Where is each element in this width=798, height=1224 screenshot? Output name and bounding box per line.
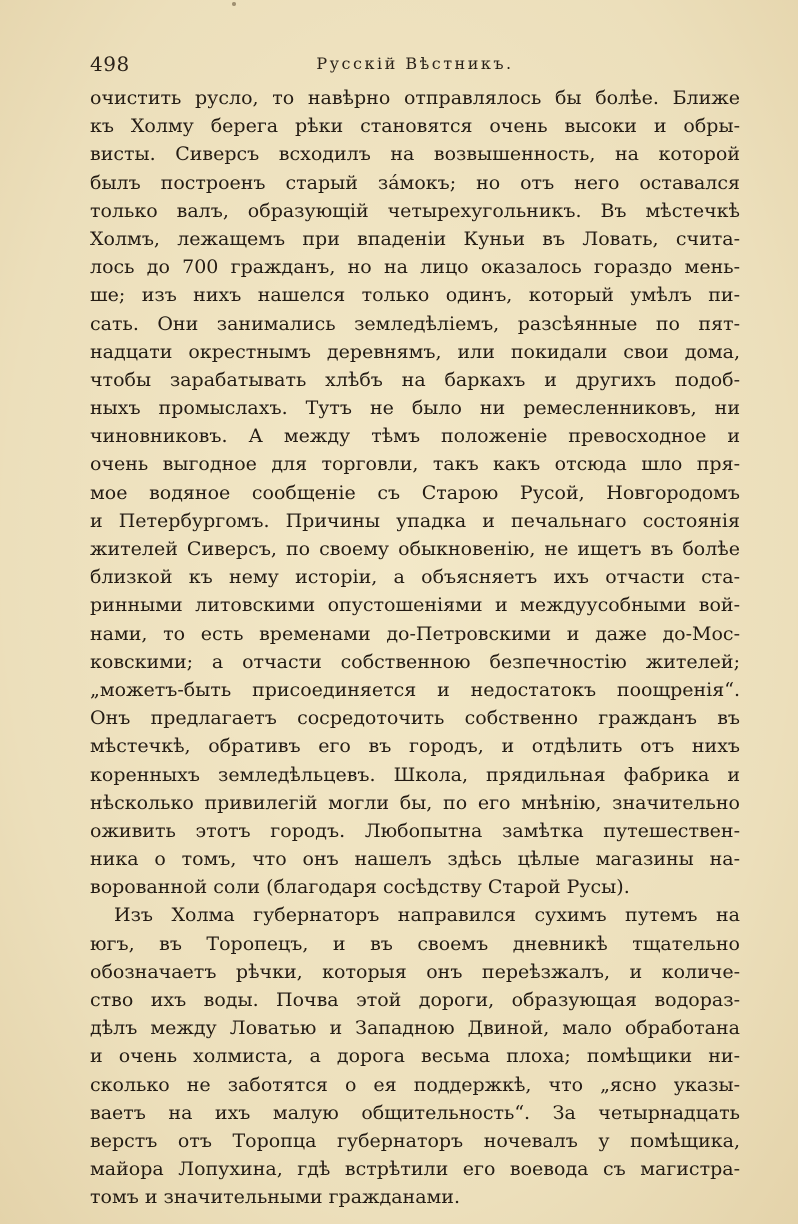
ink-spot — [232, 2, 236, 6]
text-line: лось до 700 гражданъ, но на лицо оказалось гораздо мень- — [90, 256, 740, 279]
paragraph — [90, 901, 740, 1211]
text-line: висты. Сиверсъ всходилъ на возвышенность, на которой — [90, 143, 740, 166]
text-line: мѣстечкѣ, обративъ его въ городъ, и отдѣлить отъ нихъ — [90, 735, 740, 758]
text-line: нѣсколько привилегій могли бы, по его мнѣнію, значительно — [90, 791, 740, 814]
text-line: Онъ предлагаетъ сосредоточить собственно гражданъ въ — [90, 707, 740, 730]
text-line: коренныхъ земледѣльцевъ. Школа, прядильная фабрика и — [90, 763, 740, 786]
text-line: сать. Они занимались земледѣліемъ, разсѣянные по пят- — [90, 312, 740, 335]
text-line: Холмъ, лежащемъ при впаденіи Куньи въ Ловать, счита- — [90, 227, 740, 250]
text-line: майора Лопухина, гдѣ встрѣтили его воевода съ магистра- — [90, 1158, 740, 1181]
text-line: ше; изъ нихъ нашелся только одинъ, который умѣлъ пи- — [90, 284, 740, 307]
text-line: Изъ Холма губернаторъ направился сухимъ путемъ на — [114, 904, 740, 927]
text-line: нами, то есть временами до-Петровскими и даже до-Мос- — [90, 622, 740, 645]
text-line: чтобы зарабатывать хлѣбъ на баркахъ и другихъ подоб- — [90, 368, 740, 391]
text-line: ника о томъ, что онъ нашелъ здѣсь цѣлые магазины на- — [90, 848, 740, 871]
text-line: ство ихъ воды. Почва этой дороги, образующая водораз- — [90, 989, 740, 1011]
text-line: ворованной соли (благодаря сосѣдству Старой Русы). — [90, 876, 630, 899]
text-line: къ Холму берега рѣки становятся очень высоки и обры- — [90, 115, 740, 138]
text-line: очень выгодное для торговли, такъ какъ отсюда шло пря- — [90, 453, 740, 476]
text-line: ныхъ промыслахъ. Тутъ не было ни ремесленниковъ, ни — [90, 397, 740, 420]
running-title: Русскій Вѣстникъ. — [316, 54, 514, 73]
text-line: сколько не заботятся о ея поддержкѣ, что „ясно указы- — [90, 1073, 740, 1096]
paragraph — [90, 84, 740, 901]
text-line: надцати окрестнымъ деревнямъ, или покидали свои дома, — [90, 340, 740, 363]
text-line: ковскими; а отчасти собственною безпечностію жителей; — [90, 650, 740, 673]
text-line: югъ, въ Торопецъ, и въ своемъ дневникѣ тщательно — [90, 932, 740, 955]
text-line: только валъ, образующій четырехугольникъ. Въ мѣстечкѣ — [90, 199, 740, 222]
text-line: очистить русло, то навѣрно отправлялось бы болѣе. Ближе — [90, 87, 740, 109]
page-header — [90, 52, 740, 82]
text-line: ринными литовскими опустошеніями и междуусобными вой- — [90, 594, 740, 617]
text-line: мое водяное сообщеніе съ Старою Русой, Новгородомъ — [90, 481, 740, 504]
text-line: близкой къ нему исторіи, а объясняетъ ихъ отчасти ста- — [90, 566, 740, 589]
text-line: томъ и значительными гражданами. — [90, 1186, 460, 1209]
text-line: дѣлъ между Ловатью и Западною Двиной, мало обработана — [90, 1017, 740, 1040]
text-line: верстъ отъ Торопца губернаторъ ночевалъ у помѣщика, — [90, 1129, 740, 1152]
text-line: жителей Сиверсъ, по своему обыкновенію, не ищетъ въ болѣе — [90, 538, 740, 560]
page-number: 498 — [90, 52, 130, 76]
text-line: былъ построенъ старый зáмокъ; но отъ него оставался — [90, 171, 740, 194]
text-line: обозначаетъ рѣчки, которыя онъ переѣзжалъ, и количе- — [90, 960, 740, 983]
body-text — [90, 84, 740, 1212]
text-line: оживить этотъ городъ. Любопытна замѣтка путешествен- — [90, 819, 740, 842]
text-line: и Петербургомъ. Причины упадка и печальнаго состоянія — [90, 509, 740, 532]
text-line: ваетъ на ихъ малую общительность“. За четырнадцать — [90, 1101, 740, 1124]
text-line: чиновниковъ. А между тѣмъ положеніе превосходное и — [90, 425, 740, 448]
text-line: и очень холмиста, а дорога весьма плоха; помѣщики ни- — [90, 1045, 740, 1068]
text-line: „можетъ-быть присоединяется и недостатокъ поощренія“. — [90, 678, 740, 701]
